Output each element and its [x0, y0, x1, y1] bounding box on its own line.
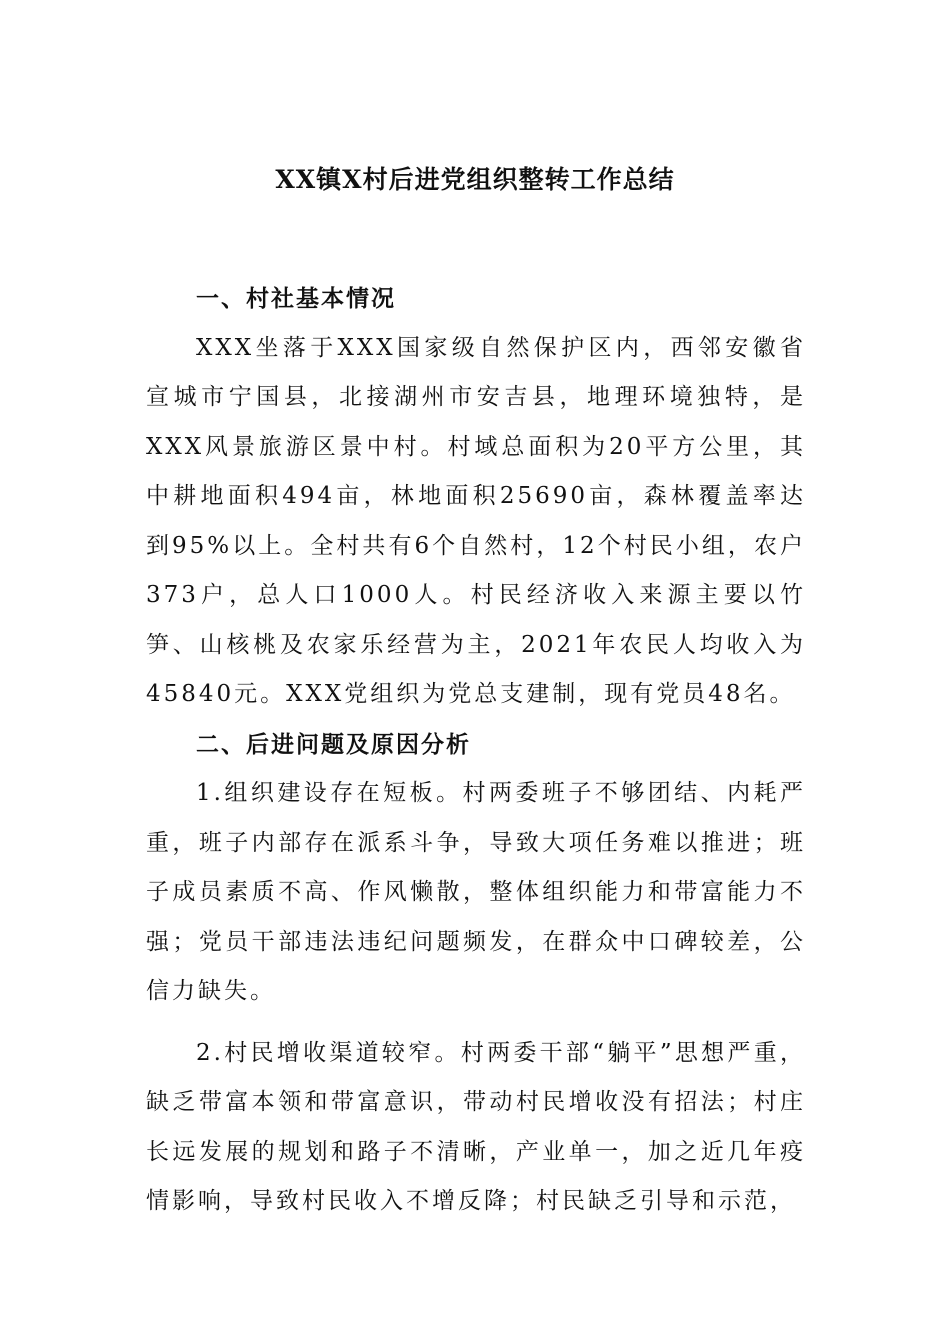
paragraph: XXX坐落于XXX国家级自然保护区内，西邻安徽省宣城市宁国县，北接湖州市安吉县，地理环境独特，是XXX风景旅游区景中村。村域总面积为20平方公里，其中耕地面积494亩，林地面积25690亩，森林覆盖率达到95%以上。全村共有6个自然村，12个村民小组，农户373户，总人口1000人。村民经济收入来源主要以竹笋、山核桃及农家乐经营为主，2021年农民人均收入为45840元。XXX党组织为党总支建制，现有党员48名。 — [146, 334, 806, 707]
section-heading: 一、村社基本情况 — [196, 285, 396, 312]
paragraph: 2.村民增收渠道较窄。村两委干部“躺平”思想严重，缺乏带富本领和带富意识，带动村民增收没有招法；村庄长远发展的规划和路子不清晰，产业单一，加之近几年疫情影响，导致村民收入不增反降；村民缺乏引导和示范， — [146, 1039, 806, 1214]
paragraph-spacer — [146, 1017, 806, 1029]
section-problem-analysis — [146, 720, 806, 1227]
document-body — [146, 274, 806, 1227]
section-basic-situation — [146, 274, 806, 720]
paragraph: 1.组织建设存在短板。村两委班子不够团结、内耗严重，班子内部存在派系斗争，导致大项任务难以推进；班子成员素质不高、作风懒散，整体组织能力和带富能力不强；党员干部违法违纪问题频发，在群众中口碑较差，公信力缺失。 — [146, 780, 806, 1004]
document-title: XX镇X村后进党组织整转工作总结 — [275, 165, 675, 194]
section-heading: 二、后进问题及原因分析 — [196, 730, 471, 758]
